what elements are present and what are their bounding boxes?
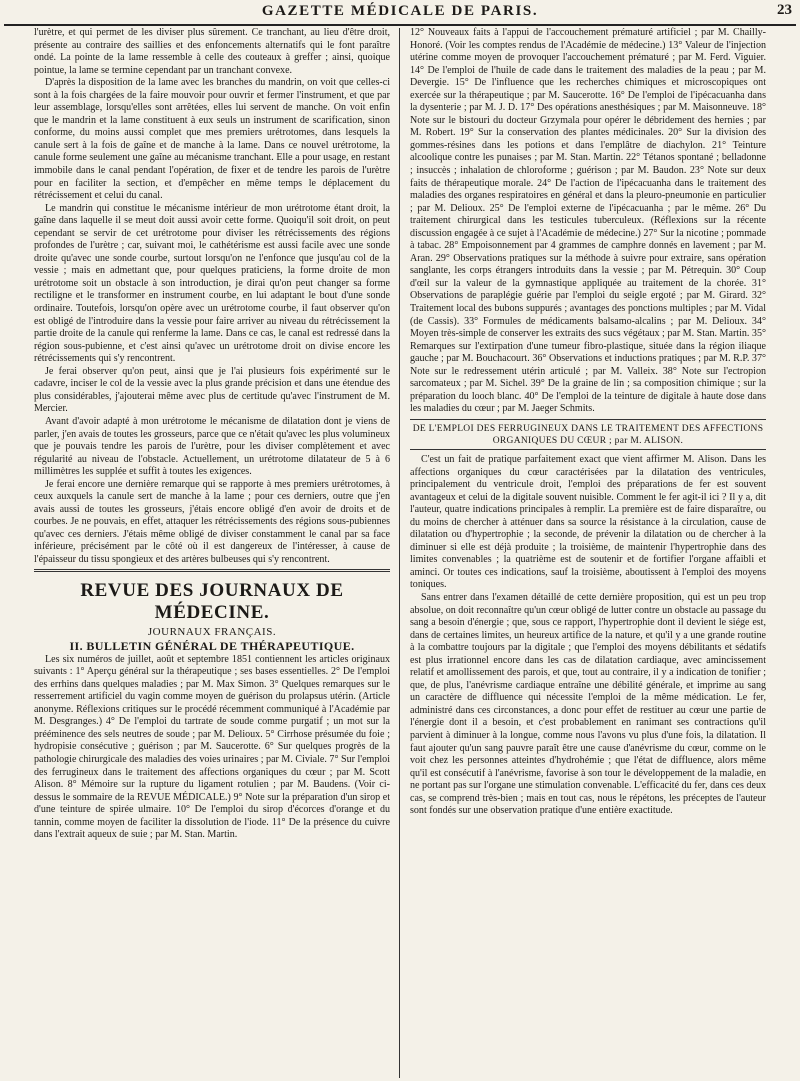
section-rule	[34, 569, 390, 572]
paragraph: l'urètre, et qui permet de les diviser plus sûrement. Ce tranchant, au lieu d'être droit, présente au contraire des saillies et des enfoncements alternatifs qui le font paraître ondé. La pointe de la lame ressemble à celle des couteaux à greffer ; ainsi, quoique pointue, la lame se termine cependant par un tranchant convexe.	[34, 27, 390, 76]
header-rule	[4, 24, 796, 26]
section-rule	[410, 419, 766, 420]
article-heading: DE L'EMPLOI DES FERRUGINEUX DANS LE TRAITEMENT DES AFFECTIONS ORGANIQUES DU CŒUR ; par M. ALISON.	[412, 423, 764, 446]
paragraph: 12° Nouveaux faits à l'appui de l'accouchement prématuré artificiel ; par M. Chailly-Honoré. (Voir les comptes rendus de l'Académie de médecine.) 13° Valeur de l'injection utérine comme moyen de provoquer l'accouchement prématuré ; par M. Ferd. Viguier. 14° De l'emploi de l'huile de cade dans le traitement des maladies de la peau ; par M. Devergie. 15° De l'influence que les recherches chimiques et microscopiques ont exercée sur la thérapeutique ; par M. Saucerotte. 16° De l'emploi de l'ipécacuanha dans la dysenterie ; par M. J. D. 17° Des opérations anesthésiques ; par M. Maisonneuve. 18° Note sur le bistouri du docteur Grzymala pour opérer le débridement des hernies ; par M. Robert. 19° Sur la conservation des plantes médicinales. 20° Sur la division des gommes-résines dans les potions et dans l'emplâtre de diachylon. 21° Teinture alcoolique contre les punaises ; par M. Stan. Martin. 22° Tétanos spontané ; belladonne ; insuccès ; inhalation de chloroforme ; guérison ; par M. Baudon. 23° Note sur deux faits de thérapeutique morale. 24° De l'action de l'ipécacuanha dans le traitement des maladies des organes respiratoires en général et dans la pleuro-pneumonie en particulier ; par M. Delioux. 25° De l'emploi externe de l'ipécacuanha ; par le même. 26° Du traitement chirurgical dans les testicules tuberculeux. (Réflexions sur la récente discussion engagée à ce sujet à l'Académie de médecine.) 27° Sur la nicotine ; pommade à tabac. 28° Empoisonnement par 4 grammes de camphre donnés en lavement ; par M. Aran. 29° Observations pratiques sur la méthode à suivre pour extraire, sans opération sanglante, les corps étrangers introduits dans la vessie ; par M. Pétrequin. 30° Coup d'œil sur la valeur de la gymnastique appliquée au traitement de la chorée. 31° Observations de paraplégie guérie par l'emploi du seigle ergoté ; par M. Girard. 32° Traitement local des bubons suppurés ; avantages des ponctions multiples ; par M. Vidal (de Cassis). 33° Formules de médicaments balsamo-alcalins ; par M. Delioux. 34° Moyen très-simple de conserver les extraits des sucs végétaux ; par M. Stan. Martin. 35° Remarques sur l'extirpation d'une tumeur fibro-plastique, située dans la région iliaque gauche ; par M. Bouchacourt. 36° Observations et inductions pratiques ; par M. R.P. 37° Note sur le redressement utérin articulé ; par M. Valleix. 38° Note sur l'ectropion sarcomateux ; par M. Sichel. 39° De la graine de lin ; sa composition chimique ; sur la préparation du looch blanc. 40° De l'emploi de la teinture de digitale à haute dose dans les maladies du cœur ; par M. Jaeger Schmits.	[410, 27, 766, 415]
column-divider	[399, 28, 400, 1078]
review-subtitle: JOURNAUX FRANÇAIS.	[147, 625, 277, 638]
paragraph: Sans entrer dans l'examen détaillé de cette dernière proposition, qui est un peu trop absolue, on doit reconnaître qu'un cœur obligé de lutter contre un obstacle au passage du sang a besoin d'énergie ; que, sous ce rapport, l'hypertrophie dont il devient le siége est, dans de certaines limites, un heureux artifice de la nature, et qu'il y a une grande routine à la combattre toujours par la digitale ; que l'emploi des moyens débilitants et sédatifs est plus irrationnel encore dans les cas de dilatation cardiaque, avec amincissement relatif et amollissement des parois, et que, tout au contraire, il y a indication de tonifier ; que, de plus, l'anévrisme cardiaque entraîne une débilité générale, et imprime au sang un caractère de diffluence qui nécessite l'emploi de la même médication. Le fer, administré dans ces circonstances, a donc pour effet de restituer au cœur une partie de l'énergie dont il a besoin, et c'est probablement en ranimant ses contractions qu'il parvient à diminuer à la longue, comme nous l'avons vu plus d'une fois, la dilatation. Il faut ajouter qu'un sang pauvre paraît être une cause d'anévrisme du cœur, comme on le voit chez les personnes atteintes d'hydrohémie ; que l'état de diffluence, alors même qu'il est consécutif à l'anévrisme, favorise à son tour le développement de la maladie, en ne portant pas sur l'organe une stimulation convenable. L'efficacité du fer, dans ces deux cas, se comprend très-bien ; mais en tout cas, nous le répétons, les préceptes de l'auteur sont fondés sur une observation pratique d'une entière exactitude.	[410, 591, 766, 817]
paragraph: Avant d'avoir adapté à mon urétrotome le mécanisme de dilatation dont je viens de parler, j'en avais de toutes les grosseurs, parce que ce n'était qu'avec les plus volumineux que je pouvais tendre les parois de l'urètre, pour les diviser complètement et avec régularité au niveau de l'obstacle. Actuellement, un urétrotome dilatateur de 5 à 6 millimètres les supplée et suffit à toutes les exigences.	[34, 415, 390, 478]
paragraph: Les six numéros de juillet, août et septembre 1851 contiennent les articles originaux suivants : 1° Aperçu général sur la thérapeutique ; ses bases essentielles. 2° De l'emploi des errhins dans quelques maladies ; par M. Max Simon. 3° Quelques remarques sur le resserrement artificiel du vagin comme moyen de guérison du prolapsus utérin. (Article anonyme. Réflexions critiques sur le procédé récemment communiqué à l'Académie par M. Desgranges.) 4° De l'emploi du tartrate de soude comme purgatif ; un mot sur la prééminence des sels neutres de soude ; par M. Delioux. 5° Cirrhose présumée du foie ; hydropisie consécutive ; guérison ; par M. Saucerotte. 6° Sur quelques progrès de la pathologie chirurgicale des maladies des voies urinaires ; par M. Civiale. 7° Sur l'emploi des ferrugineux dans le traitement des affections organiques du cœur ; par M. Scott Alison. 8° Mémoire sur la rupture du ligament rotulien ; par M. Baudens. (Voir ci-dessus le sommaire de la REVUE MÉDICALE.) 9° Note sur la préparation d'un sirop et d'une teinture de spirée ulmaire. 10° De l'emploi du sirop d'écorces d'orange et du tannin, comme moyen de faciliter la dissolution de l'iode. 11° De la présence du cuivre dans l'extrait aqueux de suie ; par M. Stan. Martin.	[34, 653, 390, 841]
review-title: REVUE DES JOURNAUX DE MÉDECINE.	[80, 579, 344, 623]
right-column	[410, 27, 766, 818]
paragraph: Je ferai encore une dernière remarque qui se rapporte à mes premiers urétrotomes, à ceux auxquels la canule sert de manche à la lame ; pour ces derniers, outre que j'en avais aussi de toutes les grosseurs, j'étais encore obligé d'en avoir de droits et de courbes. Je ne pouvais, en effet, attaquer les rétrécissements des régions sous-pubiennes qu'avec ces derniers. J'étais même obligé de diviser constamment le canal par sa face inférieure, précisément par le côté où il est dangereux de l'intéresser, à cause de l'épaisseur du tissu spongieux et des artères bulbeuses qui s'y rencontrent.	[34, 478, 390, 565]
page-number: 23	[777, 2, 792, 18]
left-column	[34, 27, 390, 842]
paragraph: D'après la disposition de la lame avec les branches du mandrin, on voit que celles-ci sont à la fois chargées de la faire mouvoir pour ouvrir et fermer l'instrument, et que par leur assemblage, lorsqu'elles sont arrêtées, elles lui servent de manche. On voit enfin que le mandrin et la lame constituent à eux seuls un instrument de scarification, sinon conforme, du moins aussi complet que mes premiers urétrotomes, dans lesquels la canule sert à la fois de gaîne et de manche à la lame. Dans ce nouvel urétrotome, la canule forme seulement une gaîne au mécanisme tranchant. Elle a pour usage, en restant immobile dans le canal pendant l'opération, de fixer et de tendre les parois de l'urètre pour en faciliter la section, et d'empêcher en même temps le déplacement du rétrécissement et celui du canal.	[34, 77, 390, 202]
page-header	[0, 0, 800, 22]
section-rule	[410, 449, 766, 450]
paragraph: C'est un fait de pratique parfaitement exact que vient affirmer M. Alison. Dans les affections organiques du cœur caractérisées par la dilatation des ventricules, principalement du ventricule droit, l'emploi des préparations de fer est souvent avantageux et celui de la digitale souvent nuisible. Comment le fer agit-il ici ? Il y a, dit l'auteur, quatre indications principales à remplir. La première est de faire disparaître, ou du moins de chercher à atténuer dans sa source la résistance à la circulation, cause de dilatation ou d'hypertrophie ; la seconde, de prévenir la dilatation ou de chercher à la diminuer si elle est déjà produite ; la troisième, de maintenir l'hypertrophie dans des limites convenables ; la quatrième est de soutenir et de fortifier l'organe affaibli et aminci. Or toutes ces indications, sauf la troisième, aboutissent à l'emploi des moyens toniques.	[410, 453, 766, 591]
bulletin-heading: II. BULLETIN GÉNÉRAL DE THÉRAPEUTIQUE.	[69, 639, 355, 654]
journal-title: GAZETTE MÉDICALE DE PARIS.	[261, 3, 539, 19]
paragraph: Le mandrin qui constitue le mécanisme intérieur de mon urétrotome étant droit, la gaîne dans laquelle il se meut doit aussi avoir cette forme. Quoiqu'il soit droit, on peut cependant se servir de cet urétrotome pour diviser les rétrécissements des régions profondes de l'urètre ; car, suivant moi, le cathétérisme est aussi facile avec une sonde droite qu'avec une sonde courbe, surtout lorsqu'on ne l'enfonce que jusqu'au col de la vessie ; mais en admettant que, pour quelques praticiens, la forme droite de mon urétrotome soit un obstacle à son introduction, je dirai qu'on peut changer sa forme rectiligne et le transformer en instrument courbe, en lui adaptant le bout d'une sonde ordinaire. Toutefois, lorsqu'on opère avec un urétrotome courbe, il faut observer qu'on est obligé de l'introduire dans la vessie pour faire arriver au niveau du rétrécissement la partie droite de la canule qui renferme la lame. Dans ce cas, le canal est redressé dans la région sous-pubienne, et c'est ainsi qu'avec un urétrotome droit on divise encore les rétrécissements qui s'y rencontrent.	[34, 202, 390, 365]
paragraph: Je ferai observer qu'on peut, ainsi que je l'ai plusieurs fois expérimenté sur le cadavre, inciser le col de la vessie avec la plus grande précision et dans une étendue des plus considérables, j'ajouterai même avec plus de certitude qu'avec l'instrument de M. Mercier.	[34, 365, 390, 415]
